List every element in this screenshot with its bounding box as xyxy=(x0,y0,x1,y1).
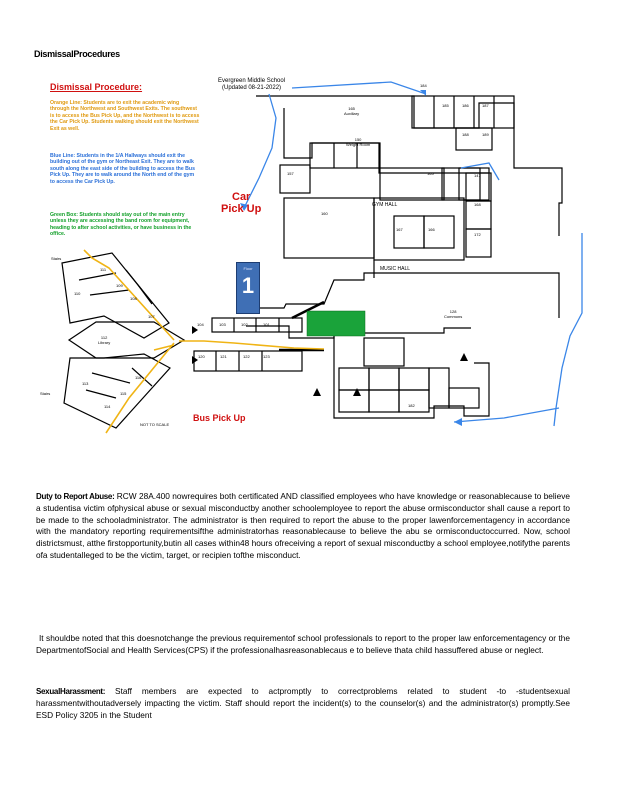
room-label: 103 xyxy=(219,322,226,327)
sexual-harassment-text: Staff members are expected to actpromptly to correctproblems related to student -to -studentsexual harassmentwithoutadversely impacting the victim. Staff should report the incident(s) to the counselor(s) and the administrator(s) promptly.See ESD Policy 3205 in the Student xyxy=(36,686,570,720)
floor-label: Floor xyxy=(243,266,253,271)
sexual-harassment-paragraph xyxy=(36,686,570,721)
duty-to-report-text: RCW 28A.400 nowrequires both certificated AND classified employees who have knowledge or reasonablecause to believe a studentisa victim ofphysical abuse or sexual misconductby another schoolemployee to report the abuse ormisconductor shall cause a report to be made to the schooladministrator. The administrator is then required to report the abuse to the proper lawenforcementagency in accordance with the mandatory reporting requirementsifthe administratorhas reasonablecause to believe the abu se ormisconductoccurred. Now, school districtsmust, atthe firstopportunity,butin all cases within48 hours ofreceiving a report of sexual misconductby a school employee,notifythe parents ofa studentalleged to be the victim, target, or recipien tofthe misconduct. xyxy=(36,491,570,560)
main-entry-green-box xyxy=(307,311,365,336)
room-label: 150 Weight Room xyxy=(346,137,371,147)
room-label: 147 xyxy=(474,173,481,178)
bus-pick-up-label: Bus Pick Up xyxy=(193,413,246,423)
stairs-top-label: Stairs xyxy=(51,256,62,261)
prior-requirement-paragraph: It shouldbe noted that this doesnotchange the previous requirementof school professionals to report to the proper law enforcementagency or the DepartmentofSocial and Health Services(CPS) if the professionalhasreasonablecaus e to believe thata child hassuffered abuse or neglect. xyxy=(36,633,570,655)
room-label: 104 xyxy=(197,322,204,327)
room-label: 113 xyxy=(82,381,89,386)
map-school-title xyxy=(218,78,285,92)
room-label: 101 xyxy=(263,322,270,327)
blue-line-text: Blue Line: Students in the 1/A Hallways should exit the building out of the gym or Northeast Exit. They are to walk south along the east side of the building to access the Bus Pick Up. They are to walk around the North end of the gym to access the Car Pick Up. xyxy=(50,153,195,185)
room-label: 109 xyxy=(116,283,123,288)
room-label: 110 xyxy=(74,291,81,296)
room-label: 128 Commons xyxy=(444,309,463,319)
room-label: 187 xyxy=(482,103,489,108)
room-label: 160 xyxy=(321,211,328,216)
room-label: 185 xyxy=(442,103,449,108)
duty-to-report-paragraph xyxy=(36,491,570,562)
duty-to-report-heading: Duty to Report Abuse: xyxy=(36,492,115,501)
page-heading: DismissalProcedures xyxy=(34,49,120,59)
floor-badge xyxy=(236,262,260,314)
green-box-text: Green Box: Students should stay out of the main entry unless they are accessing the band room for equipment, heading to after school activities, or have business in the office. xyxy=(50,212,192,238)
room-label: 120 xyxy=(198,354,205,359)
stairs-bottom-label: Stairs xyxy=(40,391,51,396)
orange-line-text: Orange Line: Students are to exit the academic wing through the Northwest and Southwest Exits. The southwest is to access the Bus Pick Up, and the Northwest is to access the Car Pick Up. Students walking should exit the Northwest Exit as well. xyxy=(50,100,200,132)
sexual-harassment-heading: SexualHarassment: xyxy=(36,687,106,696)
school-title: Evergreen Middle School xyxy=(218,78,286,84)
room-label: 189 xyxy=(482,132,489,137)
room-label: 166 xyxy=(428,227,435,232)
floor-number: 1 xyxy=(241,273,255,298)
room-label: 114 xyxy=(104,404,111,409)
room-label: 121 xyxy=(220,354,227,359)
room-label: 165 xyxy=(427,171,434,176)
room-label: 167 xyxy=(396,227,403,232)
not-to-scale-label: NOT TO SCALE xyxy=(140,422,170,427)
room-label: 122 xyxy=(243,354,250,359)
room-label: 188 xyxy=(462,132,469,137)
room-label: 107 xyxy=(148,314,155,319)
room-label: 111 xyxy=(100,267,107,272)
room-label: 108 xyxy=(130,296,137,301)
room-label: 102 xyxy=(241,322,248,327)
room-label: 112 Library xyxy=(98,335,111,345)
car-pick-up-label: Car Pick Up xyxy=(221,191,262,215)
room-label: 116 xyxy=(135,375,142,380)
gym-hall-label: GYM HALL xyxy=(372,202,398,208)
room-label: 157 xyxy=(287,171,294,176)
room-label: 123 xyxy=(263,354,270,359)
room-label: 115 xyxy=(120,391,127,396)
room-label: 182 xyxy=(408,403,415,408)
room-label: 172 xyxy=(474,232,481,237)
room-label: 186 xyxy=(462,103,469,108)
room-label: 184 xyxy=(420,83,427,88)
dismissal-procedure-title: Dismissal Procedure: xyxy=(50,82,143,92)
music-hall-label: MUSIC HALL xyxy=(380,266,411,272)
room-label: 165 Auxiliary xyxy=(344,106,360,116)
map-updated-date: (Updated 08-21-2022) xyxy=(222,85,282,91)
room-label: 168 xyxy=(474,202,481,207)
